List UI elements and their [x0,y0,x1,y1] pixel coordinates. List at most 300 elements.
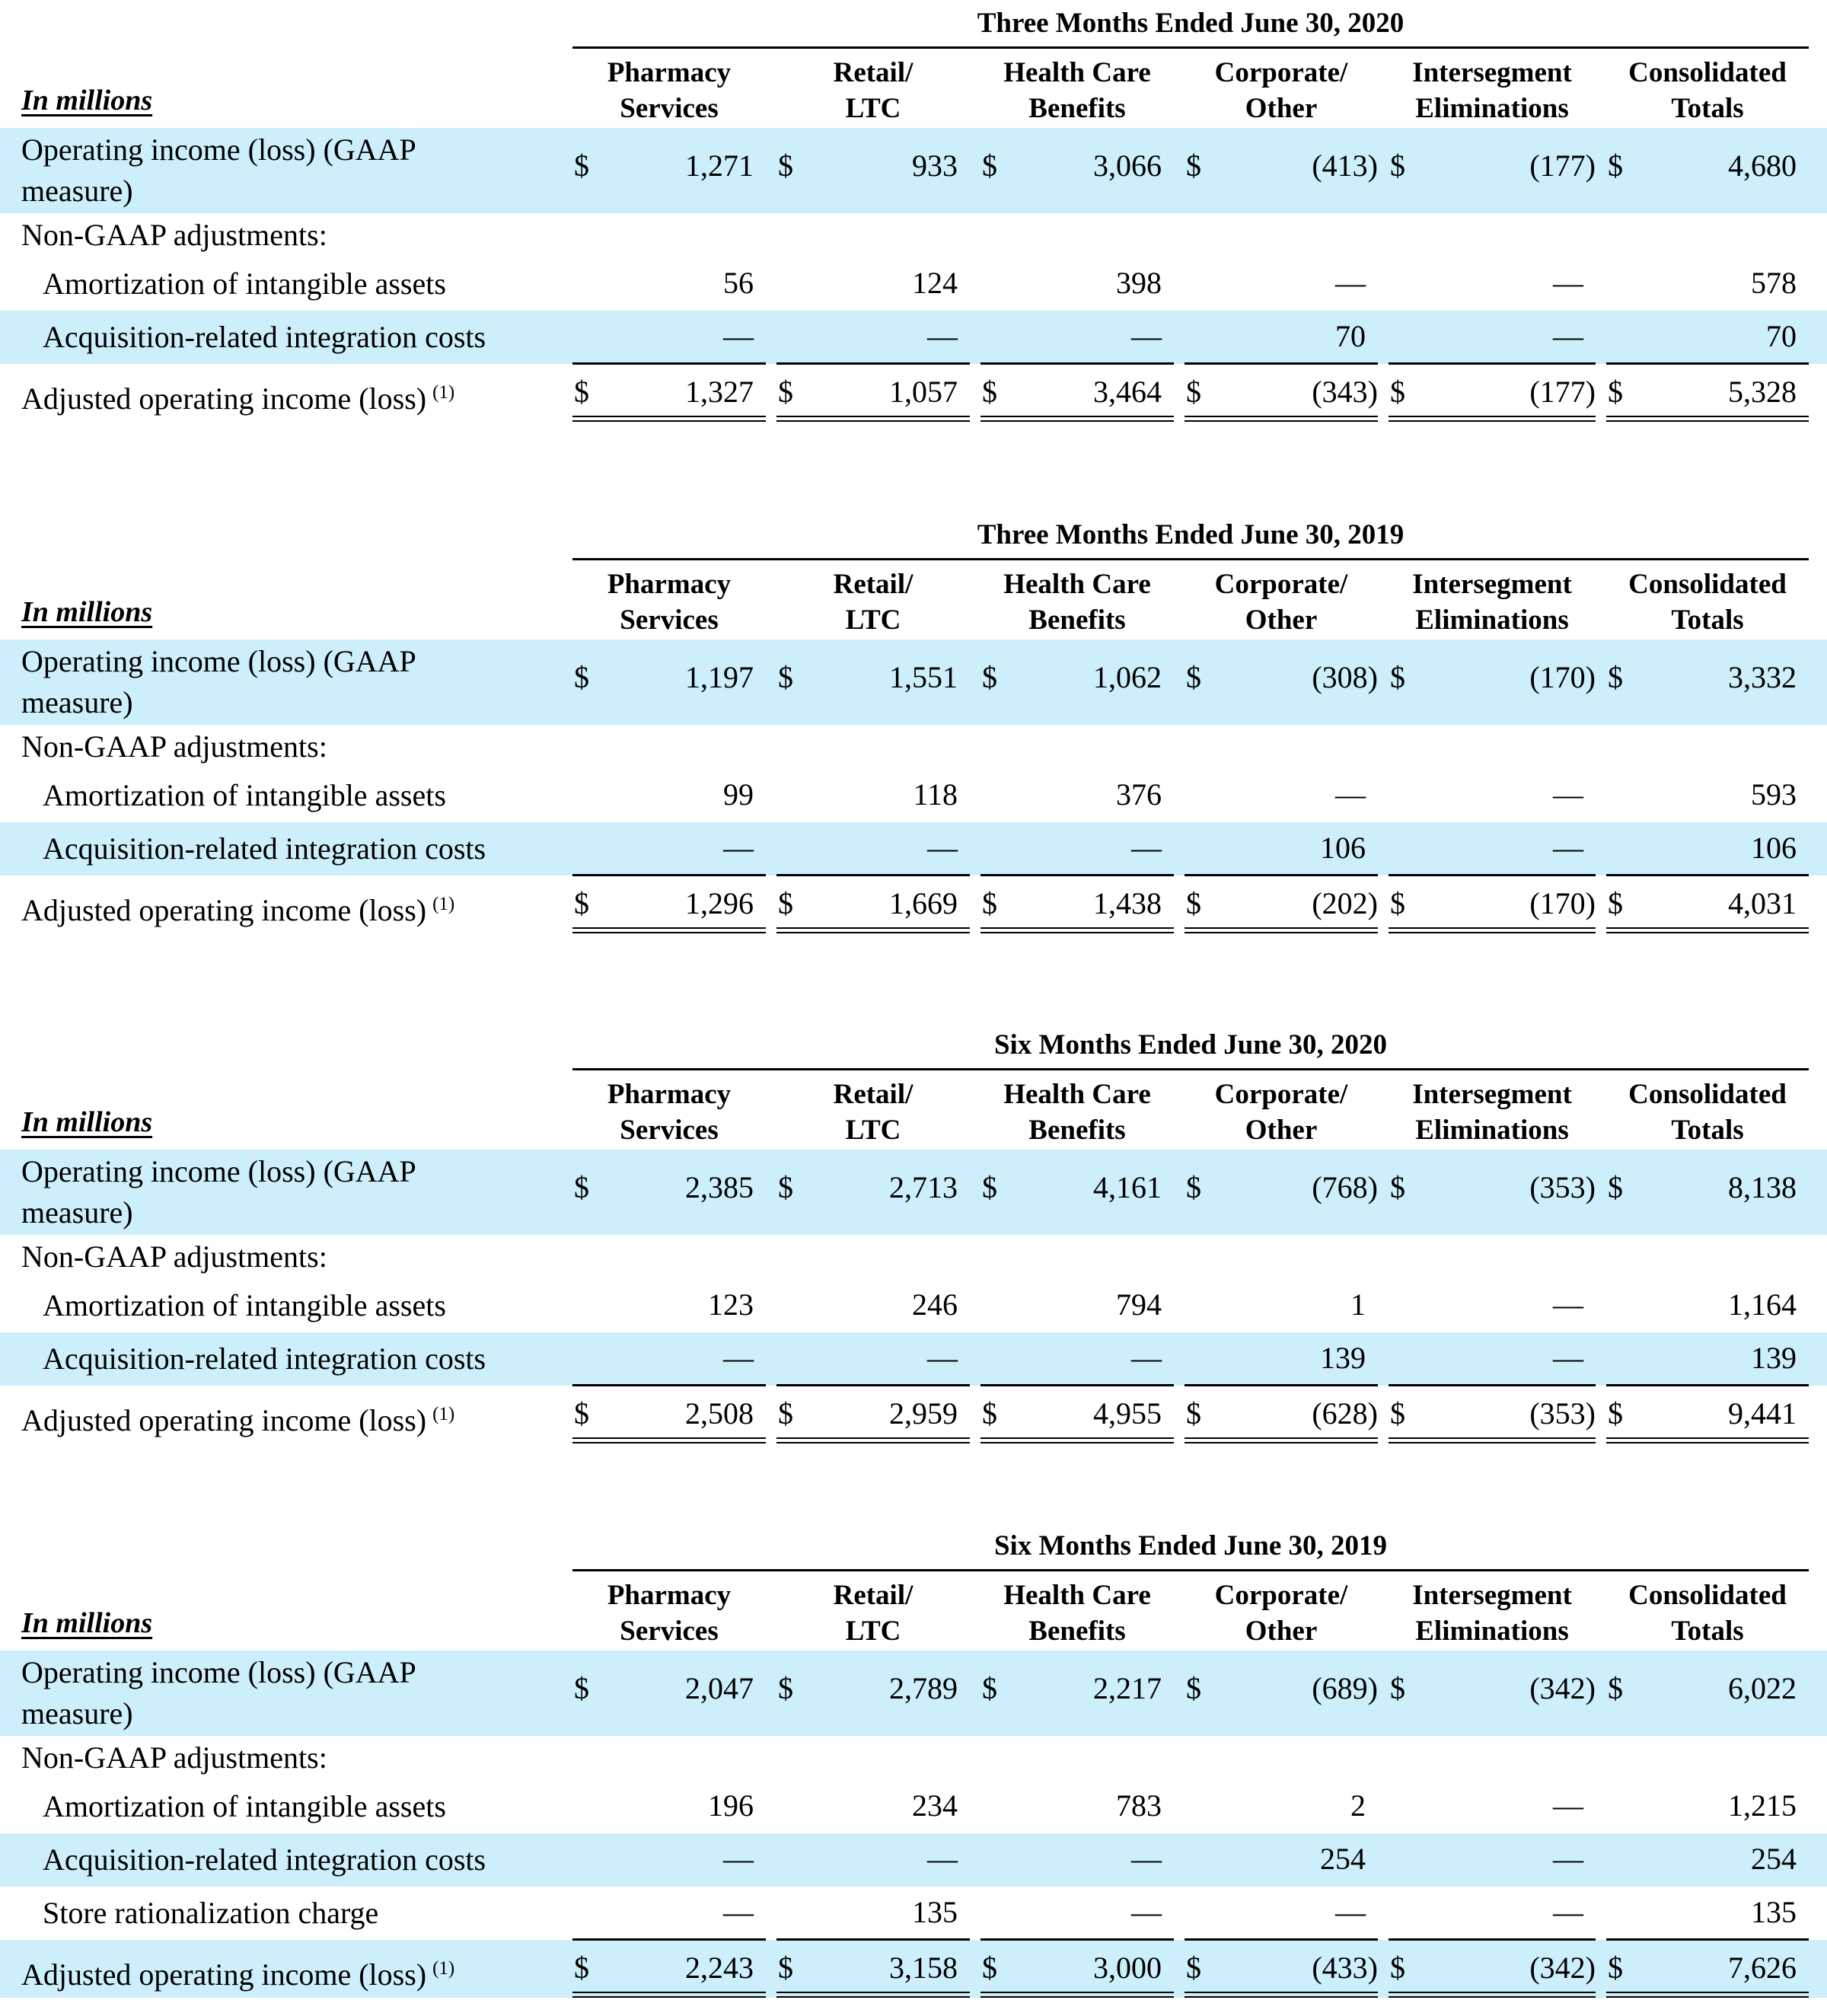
column-header-line: Pharmacy [607,1580,732,1611]
double-underline [572,416,766,422]
currency-symbol: $ [982,148,997,183]
units-label: In millions [21,596,153,628]
cell-value: (342) [1529,1951,1596,1985]
value-cell [776,364,970,422]
row-label [43,317,486,358]
column-header-line: Consolidated [1628,1580,1787,1611]
value-cell [572,1651,766,1736]
table-row [0,1386,1827,1443]
row-label-line: Adjusted operating income (loss) $^{(1)}$ [21,893,455,927]
cell-value: 1,057 [889,375,958,409]
double-underline [980,416,1174,422]
column-header-line: Corporate/ [1214,569,1348,600]
value-cell [1606,822,1809,876]
column-header-line: Totals [1671,604,1744,636]
value-cell [1606,1150,1809,1235]
value-cell [572,311,766,364]
cell-value: — [1131,1842,1162,1876]
value-cell [1606,1833,1809,1887]
value-cell [1185,1940,1378,1998]
value-cell [572,1150,766,1235]
row-label-line: Non-GAAP adjustments: [21,729,327,764]
row-label [21,1652,416,1734]
cell-value: (308) [1312,660,1378,694]
column-header-line: Eliminations [1415,93,1569,124]
cell-value: 196 [708,1788,754,1823]
cell-value: (177) [1529,148,1596,183]
column-header-line: Intersegment [1412,1580,1572,1611]
cell-value: — [1131,831,1162,865]
row-label [43,1285,446,1326]
cell-value: — [1335,777,1366,812]
value-cell [776,1332,970,1386]
table-row [0,725,1827,769]
currency-symbol: $ [1186,1951,1201,1985]
cell-value: 70 [1335,319,1366,353]
column-header [572,1077,766,1152]
currency-symbol: $ [1186,375,1201,409]
column-header-line: Health Care [1003,57,1151,88]
row-label [43,1338,486,1380]
currency-symbol: $ [1390,660,1405,694]
value-cell [1389,1651,1596,1736]
value-cell [1389,257,1596,311]
column-header [1606,55,1809,130]
column-header-line: Benefits [1028,1616,1126,1647]
column-header-line: LTC [845,604,901,636]
value-cell [980,1833,1174,1887]
cell-value: 254 [1320,1842,1366,1876]
column-header-line: Other [1245,604,1318,636]
cell-value: 933 [912,148,958,183]
table-row [0,311,1827,364]
double-underline [980,927,1174,933]
currency-symbol: $ [778,660,793,694]
double-underline [1389,1992,1596,1998]
currency-symbol: $ [1608,1951,1623,1985]
table-row [0,640,1827,725]
value-cell [776,311,970,364]
cell-value: (353) [1529,1396,1596,1431]
column-header [1606,1577,1809,1653]
row-label [21,726,327,767]
cell-value: (353) [1529,1170,1596,1204]
column-header-line: LTC [845,1115,901,1146]
cell-value: (343) [1312,375,1378,409]
table-row [0,1780,1827,1833]
total-rule [1185,362,1378,365]
currency-symbol: $ [574,660,589,694]
row-label [21,129,416,212]
cell-value: 3,332 [1728,660,1797,694]
period-rule [572,46,1809,49]
period-title: Six Months Ended June 30, 2019 [993,1530,1388,1561]
cell-value: 8,138 [1728,1170,1797,1204]
footnote-marker: (1) [432,894,455,914]
value-cell [1389,128,1596,213]
cell-value: 106 [1320,831,1366,865]
currency-symbol: $ [778,148,793,183]
cell-value: 246 [912,1287,958,1322]
row-label-line: Amortization of intangible assets [43,1789,446,1823]
cell-value: — [1131,319,1162,353]
total-rule [980,1384,1174,1386]
cell-value: 135 [912,1895,958,1929]
row-label-line: Non-GAAP adjustments: [21,1740,327,1775]
cell-value: (202) [1312,886,1378,920]
table-row [0,128,1827,213]
cell-value: 2,217 [1093,1671,1162,1705]
column-header-line: Corporate/ [1214,1079,1348,1110]
footnote-marker: (1) [432,1404,455,1424]
value-cell [980,311,1174,364]
total-rule [1389,1938,1596,1941]
cell-value: — [723,319,754,353]
double-underline [980,1992,1174,1998]
units-label: In millions [21,85,153,116]
column-header [776,566,970,642]
column-header [572,55,766,130]
currency-symbol: $ [1608,1170,1623,1204]
value-cell [1185,364,1378,422]
column-header-line: Intersegment [1412,569,1572,600]
total-rule [980,362,1174,365]
value-cell [1389,1780,1596,1833]
row-label-line: Amortization of intangible assets [43,1288,446,1322]
cell-value: 139 [1320,1341,1366,1375]
cell-value: (342) [1529,1671,1596,1705]
column-header [776,1577,970,1653]
row-label [21,372,454,419]
cell-value: 794 [1116,1287,1162,1322]
row-label-line: Non-GAAP adjustments: [21,1239,327,1274]
row-label-line: Operating income (loss) (GAAP [21,132,416,167]
cell-value: — [723,1341,754,1375]
column-header-line: Pharmacy [607,57,732,88]
row-label-line: Amortization of intangible assets [43,778,446,812]
column-header [980,55,1174,130]
column-header-line: Services [620,604,719,636]
cell-value: 398 [1116,266,1162,300]
value-cell [980,1332,1174,1386]
value-cell [776,257,970,311]
currency-symbol: $ [982,375,997,409]
row-label-line: Adjusted operating income (loss) $^{(1)}$ [21,381,455,416]
column-header-line: Other [1245,1616,1318,1647]
value-cell [980,1940,1174,1998]
double-underline [572,1992,766,1998]
currency-symbol: $ [778,1671,793,1705]
value-cell [1606,257,1809,311]
cell-value: 593 [1751,777,1797,812]
column-header [572,1577,766,1653]
row-label [21,1948,454,1995]
value-cell [1389,640,1596,725]
value-cell [1185,1833,1378,1887]
cell-value: 1,296 [685,886,754,920]
cell-value: 2,385 [685,1170,754,1204]
column-header-line: Pharmacy [607,1079,732,1110]
cell-value: 4,031 [1728,886,1797,920]
table-row [0,257,1827,311]
row-label [43,1839,486,1880]
table-row [0,1150,1827,1235]
total-rule [572,1938,766,1941]
cell-value: 2,713 [889,1170,958,1204]
column-header-line: Totals [1671,93,1744,124]
cell-value: (433) [1312,1951,1378,1985]
cell-value: 3,066 [1093,148,1162,183]
reconciliation-table [0,1022,1827,1463]
cell-value: 578 [1751,266,1797,300]
value-cell [1389,364,1596,422]
cell-value: (413) [1312,148,1378,183]
value-cell [1606,1780,1809,1833]
column-header-line: Corporate/ [1214,57,1348,88]
cell-value: — [927,319,958,353]
value-cell [1389,311,1596,364]
column-header-line: Corporate/ [1214,1580,1348,1611]
total-rule [980,1938,1174,1941]
value-cell [1389,769,1596,822]
currency-symbol: $ [574,148,589,183]
column-header-line: Other [1245,1115,1318,1146]
cell-value: 2,508 [685,1396,754,1431]
row-label [21,1737,327,1778]
table-row [0,1940,1827,1998]
cell-value: 3,464 [1093,375,1162,409]
row-label-line: Non-GAAP adjustments: [21,218,327,252]
total-rule [1606,1384,1809,1386]
cell-value: 2,789 [889,1671,958,1705]
value-cell [1185,311,1378,364]
currency-symbol: $ [1186,1396,1201,1431]
value-cell [1389,822,1596,876]
cell-value: 1,669 [889,886,958,920]
cell-value: 139 [1751,1341,1797,1375]
value-cell [1185,769,1378,822]
row-label-line: Operating income (loss) (GAAP [21,644,416,678]
table-row [0,769,1827,822]
value-cell [1389,1386,1596,1443]
cell-value: (768) [1312,1170,1378,1204]
currency-symbol: $ [778,1951,793,1985]
value-cell [980,257,1174,311]
total-rule [572,874,766,876]
value-cell [1389,876,1596,933]
value-cell [1185,822,1378,876]
value-cell [776,1940,970,1998]
value-cell [980,1279,1174,1332]
cell-value: — [1553,1287,1583,1322]
value-cell [1606,128,1809,213]
column-header-line: Eliminations [1415,1115,1569,1146]
cell-value: 1,062 [1093,660,1162,694]
value-cell [980,1780,1174,1833]
total-rule [1185,874,1378,876]
cell-value: — [1553,1895,1583,1929]
currency-symbol: $ [574,1396,589,1431]
column-header [1389,55,1596,130]
value-cell [1185,640,1378,725]
value-cell [776,1833,970,1887]
column-header [980,1577,1174,1653]
currency-symbol: $ [1186,1671,1201,1705]
row-label-line: Acquisition-related integration costs [43,831,486,866]
table-row [0,1736,1827,1780]
period-rule [572,558,1809,560]
column-header [1606,566,1809,642]
cell-value: — [723,831,754,865]
value-cell [980,640,1174,725]
row-label-line: Adjusted operating income (loss) $^{(1)}$ [21,1957,455,1992]
value-cell [1606,1940,1809,1998]
currency-symbol: $ [1390,148,1405,183]
value-cell [776,822,970,876]
value-cell [1389,1332,1596,1386]
column-header [1389,566,1596,642]
row-label [21,1394,454,1441]
cell-value: 4,955 [1093,1396,1162,1431]
currency-symbol: $ [1390,1396,1405,1431]
table-row [0,1651,1827,1736]
cell-value: 3,000 [1093,1951,1162,1985]
value-cell [776,1279,970,1332]
cell-value: — [1553,266,1583,300]
reconciliation-table [0,1523,1827,1992]
column-header-line: Retail/ [833,569,914,600]
row-label-line: measure) [21,1696,133,1731]
footnote-marker: (1) [432,1958,455,1979]
cell-value: — [927,1842,958,1876]
double-underline [1185,1437,1378,1443]
period-title: Three Months Ended June 30, 2019 [977,519,1405,550]
row-label-line: Operating income (loss) (GAAP [21,1154,416,1188]
currency-symbol: $ [982,1671,997,1705]
currency-symbol: $ [574,886,589,920]
value-cell [1185,1386,1378,1443]
row-label [21,1236,327,1278]
currency-symbol: $ [1186,660,1201,694]
column-header [776,1077,970,1152]
value-cell [980,1887,1174,1940]
value-cell [1606,311,1809,364]
column-header-line: Benefits [1028,93,1126,124]
currency-symbol: $ [1186,1170,1201,1204]
currency-symbol: $ [1186,148,1201,183]
value-cell [980,769,1174,822]
total-rule [1389,874,1596,876]
currency-symbol: $ [778,886,793,920]
value-cell [1185,1150,1378,1235]
currency-symbol: $ [1390,1170,1405,1204]
row-label-line: measure) [21,174,133,208]
total-rule [1606,362,1809,365]
cell-value: 1 [1350,1287,1366,1322]
cell-value: — [723,1842,754,1876]
cell-value: 9,441 [1728,1396,1797,1431]
value-cell [1389,1833,1596,1887]
cell-value: 254 [1751,1842,1797,1876]
double-underline [1606,1992,1809,1998]
cell-value: 4,161 [1093,1170,1162,1204]
value-cell [1185,1332,1378,1386]
value-cell [572,128,766,213]
currency-symbol: $ [1608,375,1623,409]
value-cell [1185,128,1378,213]
currency-symbol: $ [982,886,997,920]
column-header [776,55,970,130]
value-cell [572,822,766,876]
row-label-line: measure) [21,1195,133,1230]
column-header-line: Retail/ [833,1580,914,1611]
column-header [572,566,766,642]
double-underline [776,927,970,933]
cell-value: 1,215 [1728,1788,1797,1823]
total-rule [1185,1938,1378,1941]
table-row [0,364,1827,422]
value-cell [572,1332,766,1386]
cell-value: 376 [1116,777,1162,812]
value-cell [980,1150,1174,1235]
column-header-line: Consolidated [1628,1079,1787,1110]
period-rule [572,1569,1809,1571]
cell-value: 123 [708,1287,754,1322]
cell-value: 234 [912,1788,958,1823]
cell-value: (628) [1312,1396,1378,1431]
column-header-line: Pharmacy [607,569,732,600]
column-header-line: Benefits [1028,1115,1126,1146]
value-cell [572,1279,766,1332]
cell-value: 2 [1350,1788,1366,1823]
cell-value: 1,327 [685,375,754,409]
value-cell [572,257,766,311]
value-cell [1606,769,1809,822]
row-label-line: Acquisition-related integration costs [43,320,486,354]
currency-symbol: $ [1390,1671,1405,1705]
column-header-line: Totals [1671,1616,1744,1647]
column-header-line: Other [1245,93,1318,124]
table-row [0,1887,1827,1940]
value-cell [572,1780,766,1833]
row-label-line: Adjusted operating income (loss) $^{(1)}$ [21,1403,455,1437]
table-row [0,1279,1827,1332]
currency-symbol: $ [1608,1396,1623,1431]
total-rule [776,1384,970,1386]
currency-symbol: $ [574,375,589,409]
cell-value: 1,551 [889,660,958,694]
column-header-line: Eliminations [1415,604,1569,636]
value-cell [572,1940,766,1998]
value-cell [1606,1386,1809,1443]
column-header [1185,566,1378,642]
cell-value: 783 [1116,1788,1162,1823]
column-header [1389,1577,1596,1653]
currency-symbol: $ [574,1170,589,1204]
cell-value: — [927,1341,958,1375]
total-rule [572,362,766,365]
column-header-line: LTC [845,93,901,124]
cell-value: 135 [1751,1895,1797,1929]
double-underline [572,1437,766,1443]
total-rule [776,874,970,876]
cell-value: 124 [912,266,958,300]
currency-symbol: $ [1390,1951,1405,1985]
double-underline [1185,416,1378,422]
currency-symbol: $ [1608,148,1623,183]
value-cell [1606,1887,1809,1940]
total-rule [1185,1384,1378,1386]
